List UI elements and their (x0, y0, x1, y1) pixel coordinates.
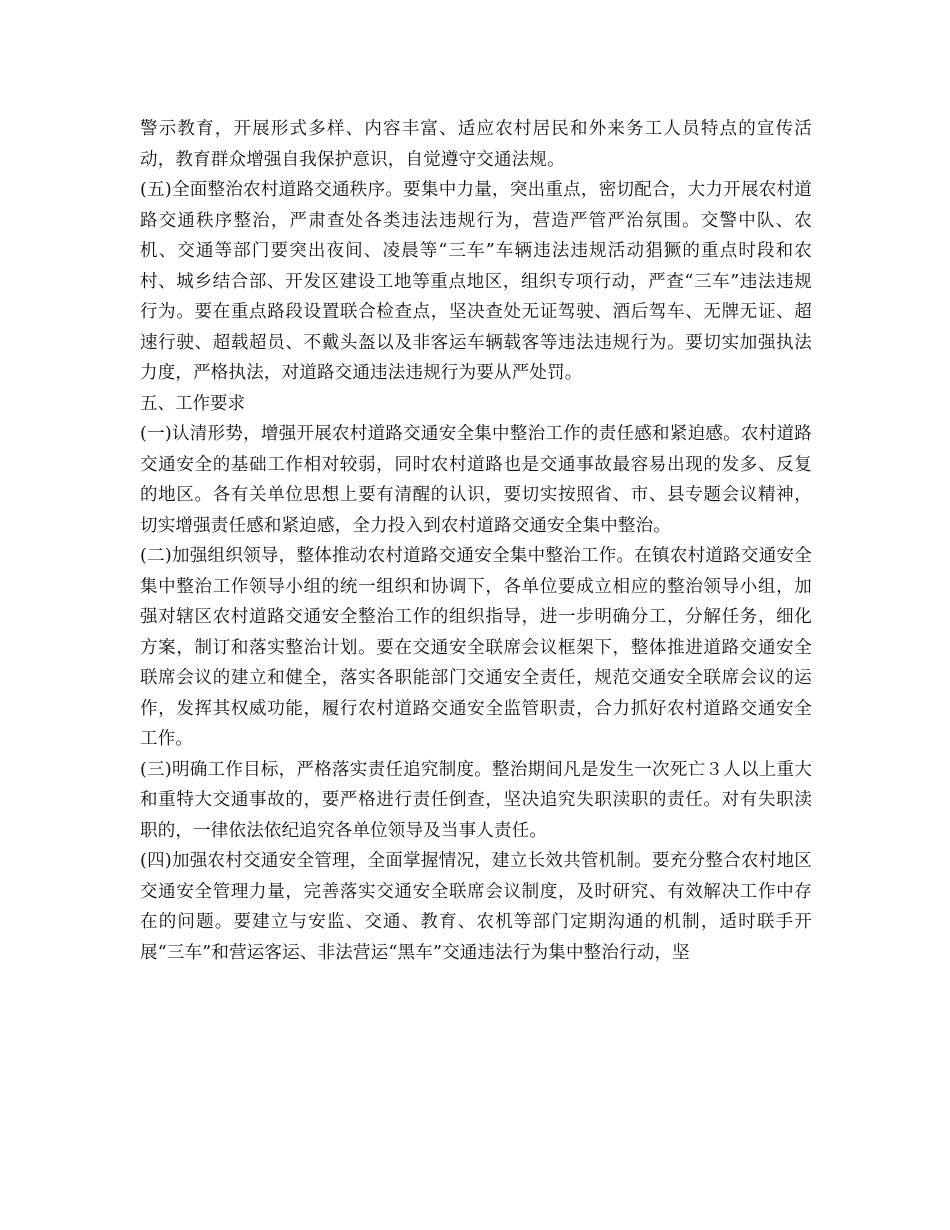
paragraph-intro-continuation: 警示教育，开展形式多样、内容丰富、适应农村居民和外来务工人员特点的宣传活动，教育群众增强自我保护意识，自觉遵守交通法规。 (140, 119, 812, 170)
document-body (140, 114, 812, 968)
section-heading-work-requirements: 五、工作要求 (140, 393, 245, 414)
paragraph-req-3: (三)明确工作目标，严格落实责任追究制度。整治期间凡是发生一次死亡３人以上重大和重特大交通事故的，要严格进行责任倒查，坚决追究失职渎职的责任。对有失职渎职的，一律依法依纪追究各单位领导及当事人责任。 (140, 759, 812, 841)
paragraph-req-2: (二)加强组织领导，整体推动农村道路交通安全集中整治工作。在镇农村道路交通安全集中整治工作领导小组的统一组织和协调下，各单位要成立相应的整治领导小组，加强对辖区农村道路交通安全整治工作的组织指导，进一步明确分工，分解任务，细化方案，制订和落实整治计划。要在交通安全联席会议框架下，整体推进道路交通安全联席会议的建立和健全，落实各职能部门交通安全责任，规范交通安全联席会议的运作，发挥其权威功能，履行农村道路交通安全监管职责，合力抓好农村道路交通安全工作。 (140, 546, 812, 749)
paragraph-req-4: (四)加强农村交通安全管理，全面掌握情况，建立长效共管机制。要充分整合农村地区交通安全管理力量，完善落实交通安全联席会议制度，及时研究、有效解决工作中存在的问题。要建立与安监、交通、教育、农机等部门定期沟通的机制，适时联手开展“三车”和营运客运、非法营运“黑车”交通违法行为集中整治行动，坚 (140, 851, 812, 963)
paragraph-item-5-traffic-order: (五)全面整治农村道路交通秩序。要集中力量，突出重点，密切配合，大力开展农村道路交通秩序整治，严肃查处各类违法违规行为，营造严管严治氛围。交警中队、农机、交通等部门要突出夜间、凌晨等“三车”车辆违法违规活动猖獗的重点时段和农村、城乡结合部、开发区建设工地等重点地区，组织专项行动，严查“三车”违法违规行为。要在重点路段设置联合检查点，坚决查处无证驾驶、酒后驾车、无牌无证、超速行驶、超载超员、不戴头盔以及非客运车辆载客等违法违规行为。要切实加强执法力度，严格执法，对道路交通违法违规行为要从严处罚。 (140, 180, 812, 383)
paragraph-req-1: (一)认清形势，增强开展农村道路交通安全集中整治工作的责任感和紧迫感。农村道路交通安全的基础工作相对较弱，同时农村道路也是交通事故最容易出现的发多、反复的地区。各有关单位思想上要有清醒的认识，要切实按照省、市、县专题会议精神，切实增强责任感和紧迫感，全力投入到农村道路交通安全集中整治。 (140, 424, 812, 536)
